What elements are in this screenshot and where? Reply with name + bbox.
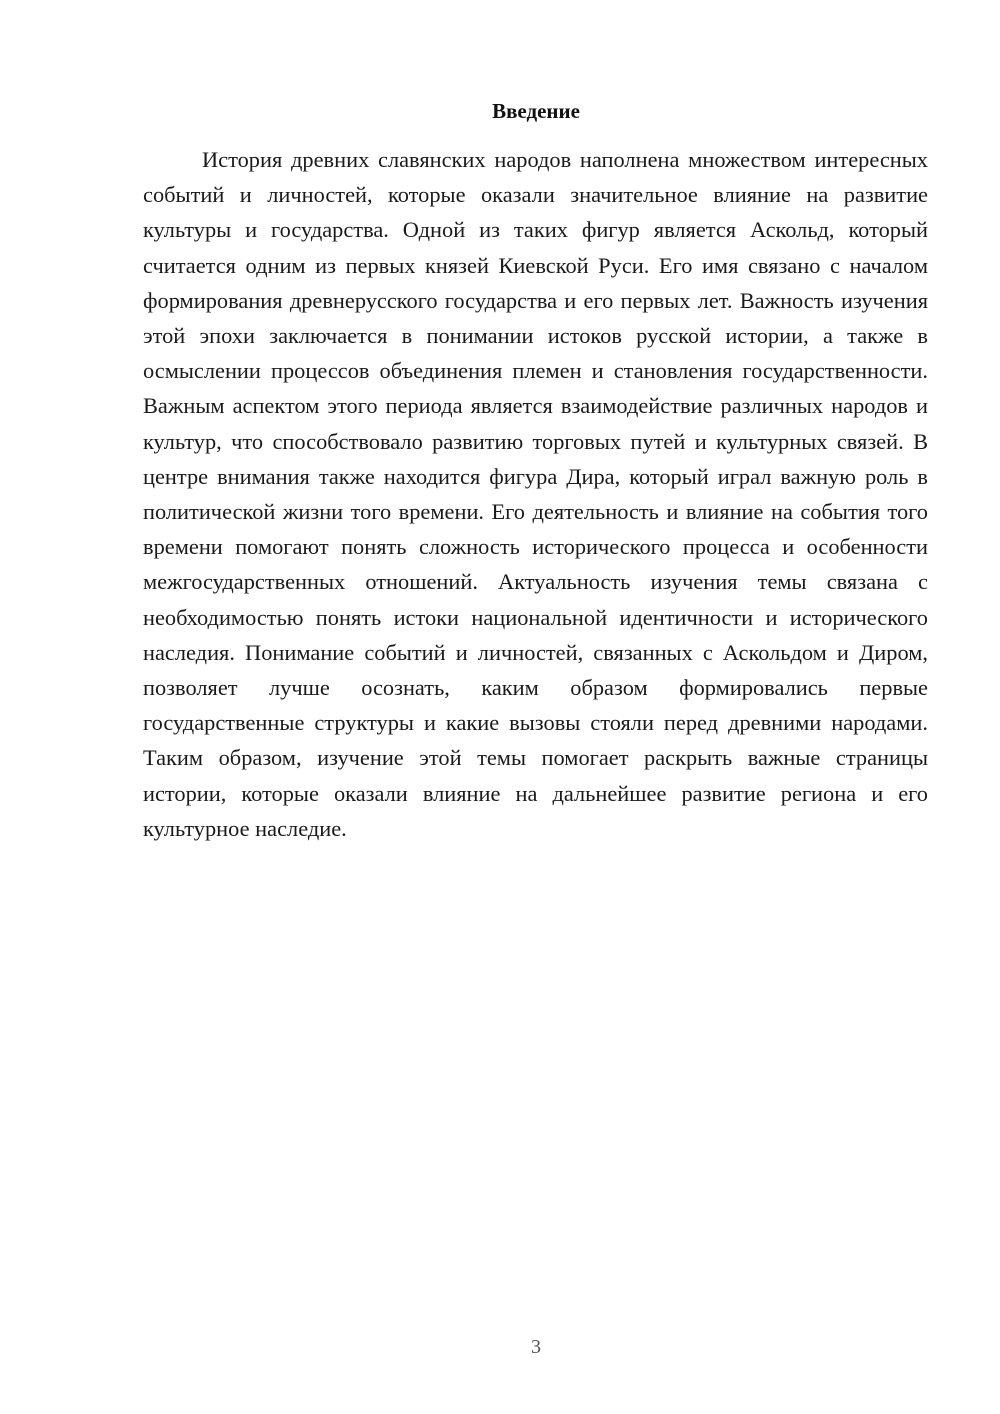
- section-heading: Введение: [492, 99, 580, 123]
- page-number: 3: [531, 1336, 541, 1358]
- introduction-paragraph: История древних славянских народов наполнена множеством интересных событий и личностей, которые оказали значительное влияние на развитие культуры и государства. Одной из таких фигур является Аскольд, который считается одним из первых князей Киевской Руси. Его имя связано с началом формирования древнерусского государства и его первых лет. Важность изучения этой эпохи заключается в понимании истоков русской истории, а также в осмыслении процессов объединения племен и становления государственности. Важным аспектом этого периода является взаимодействие различных народов и культур, что способствовало развитию торговых путей и культурных связей. В центре внимания также находится фигура Дира, который играл важную роль в политической жизни того времени. Его деятельность и влияние на события того времени помогают понять сложность исторического процесса и особенности межгосударственных отношений. Актуальность изучения темы связана с необходимостью понять истоки национальной идентичности и исторического наследия. Понимание событий и личностей, связанных с Аскольдом и Диром, позволяет лучше осознать, каким образом формировались первые государственные структуры и какие вызовы стояли перед древними народами. Таким образом, изучение этой темы помогает раскрыть важные страницы истории, которые оказали влияние на дальнейшее развитие региона и его культурное наследие.: [143, 147, 928, 841]
